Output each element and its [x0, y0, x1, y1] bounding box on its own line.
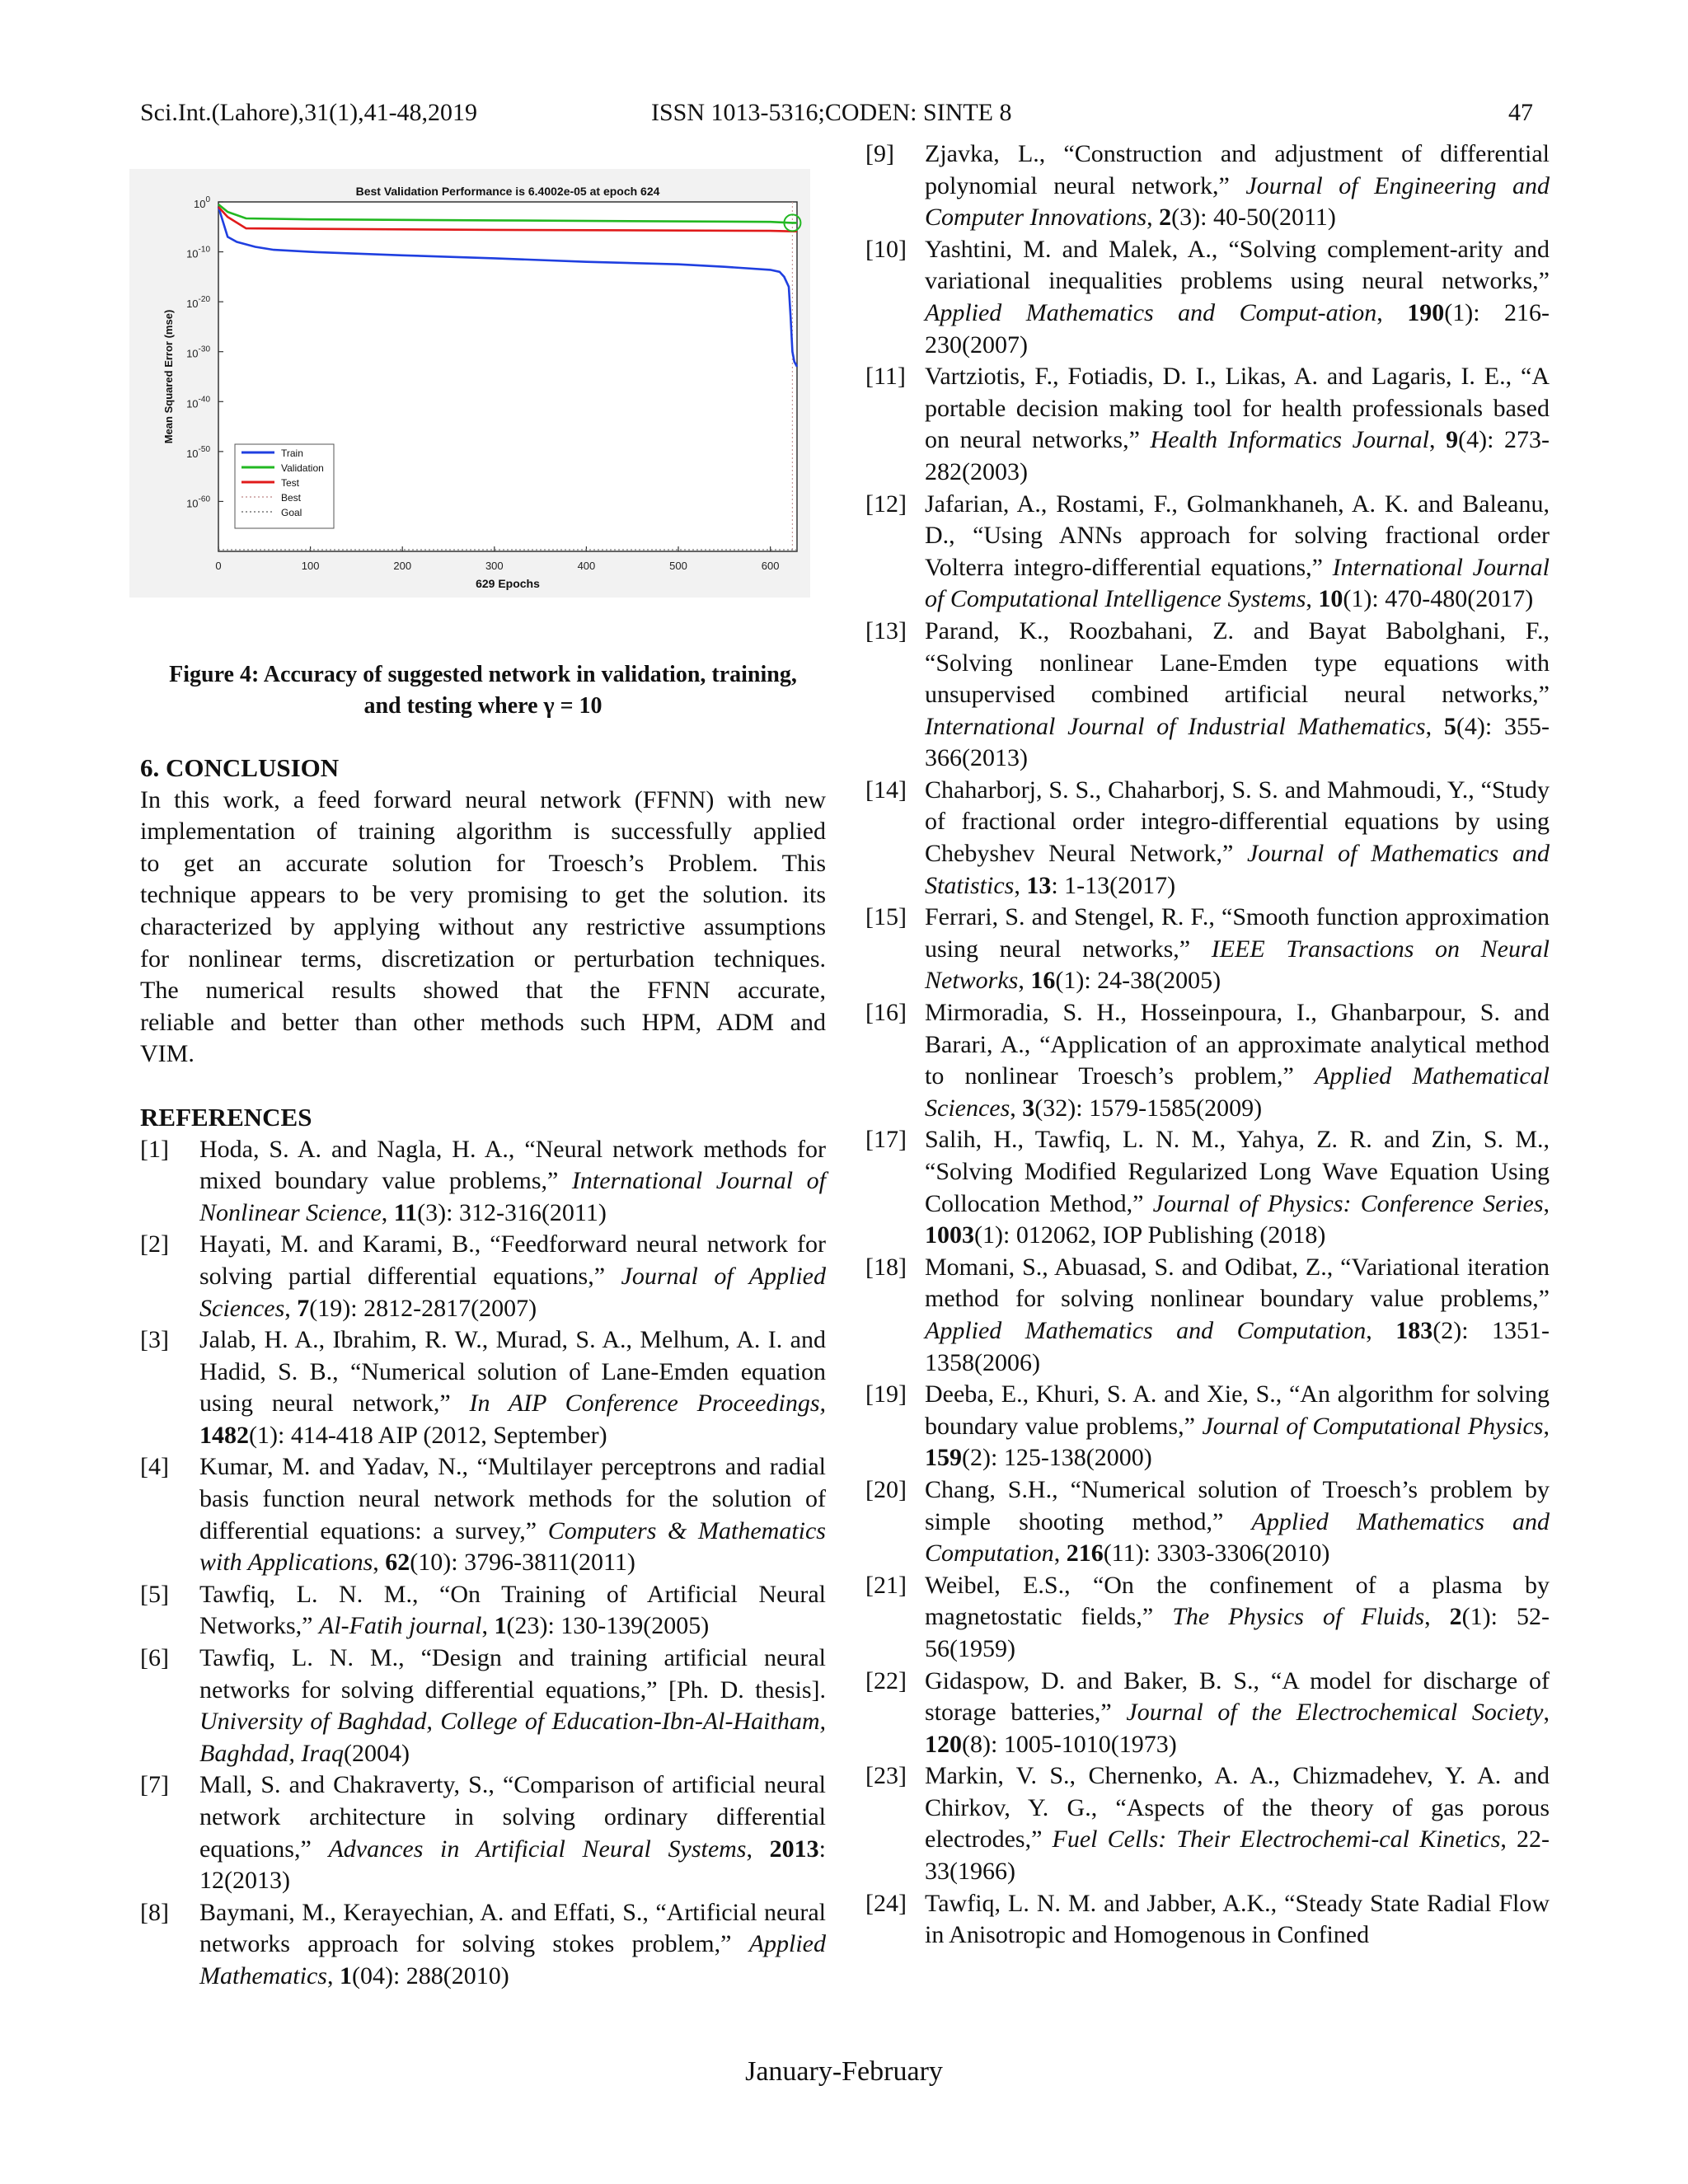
reference-number: [3]: [140, 1326, 169, 1354]
reference-text: [925, 997, 1550, 1124]
reference-number: [13]: [865, 616, 907, 644]
reference-source: Applied Mathematical Sciences: [925, 1062, 1550, 1122]
reference-segment: ,: [1018, 967, 1031, 995]
reference-source: Applied Mathematics and Computation: [925, 1316, 1367, 1344]
conclusion-line: characterized by applying without any restrictive assumptions: [140, 912, 826, 940]
reference-item: [865, 1666, 1550, 1761]
reference-number: [1]: [140, 1135, 169, 1163]
reference-text: [199, 1643, 826, 1769]
y-tick-label: $10^{-30}$: [186, 344, 210, 360]
reference-segment: ,: [481, 1612, 495, 1640]
x-tick-label: 0: [215, 560, 222, 572]
reference-number: [23]: [865, 1762, 907, 1790]
reference-volume: 3: [1022, 1094, 1035, 1122]
reference-segment: , 22-33(1966): [925, 1825, 1550, 1886]
reference-volume: 159: [925, 1444, 962, 1472]
reference-number: [15]: [865, 903, 907, 931]
reference-text: [925, 138, 1550, 234]
reference-segment: (10): 3796-3811(2011): [410, 1549, 635, 1577]
reference-segment: (32): 1579-1585(2009): [1034, 1094, 1263, 1122]
reference-item: [865, 1474, 1550, 1570]
reference-text: [925, 361, 1550, 488]
reference-segment: (2): 125-138(2000): [962, 1444, 1152, 1472]
reference-source: Al-Fatih journal: [318, 1612, 482, 1640]
reference-segment: (4): 273-282(2003): [925, 426, 1550, 485]
reference-text: [925, 1570, 1550, 1666]
reference-segment: (2): 1351-1358(2006): [925, 1316, 1550, 1376]
reference-number: [6]: [140, 1644, 169, 1672]
reference-segment: ,: [1053, 1540, 1067, 1568]
reference-item: [865, 1888, 1550, 1952]
reference-item: [865, 902, 1550, 997]
reference-segment: Parand, K., Roozbahani, Z. and Bayat Babolghani, F., “Solving nonlinear Lane-Emden type equations with unsupervised combined artificial neural networks,”: [925, 616, 1550, 709]
reference-source: Journal of Applied Sciences: [199, 1262, 826, 1322]
reference-number: [22]: [865, 1666, 907, 1694]
reference-segment: ,: [1429, 426, 1447, 454]
reference-segment: (1): 470-480(2017): [1343, 585, 1534, 613]
reference-number: [5]: [140, 1580, 169, 1608]
reference-source: Journal of Engineering and Computer Innovations: [925, 171, 1550, 232]
reference-text: [925, 1124, 1550, 1251]
figure-caption: [140, 659, 826, 722]
reference-volume: 183: [1395, 1316, 1433, 1344]
reference-volume: 16: [1030, 967, 1056, 995]
reference-segment: Tawfiq, L. N. M., “Design and training artificial neural networks for solving differential equations,” [Ph. D. thesis].: [199, 1644, 826, 1704]
reference-number: [12]: [865, 490, 907, 518]
reference-segment: ,: [326, 1961, 340, 1990]
reference-segment: Markin, V. S., Chernenko, A. A., Chizmadehev, Y. A. and Chirkov, Y. G., “Aspects of the theory of gas porous electrodes,”: [925, 1762, 1550, 1854]
reference-volume: 62: [385, 1549, 410, 1577]
reference-segment: ,: [1424, 1603, 1450, 1631]
reference-number: [18]: [865, 1253, 907, 1281]
reference-source: Computers & Mathematics with Applications: [199, 1516, 826, 1577]
reference-number: [14]: [865, 776, 907, 804]
conclusion-line: technique appears to be very promising to get the solution. its: [140, 881, 826, 909]
x-axis-label: 629 Epochs: [476, 577, 540, 590]
reference-number: [7]: [140, 1771, 169, 1799]
reference-segment: Vartziotis, F., Fotiadis, D. I., Likas, A. and Lagaris, I. E., “A portable decision making tool for health professionals based on neural networks,”: [925, 363, 1550, 454]
reference-source: Journal of Physics: Conference Series: [1152, 1189, 1544, 1217]
reference-source: Journal of the Electrochemical Society: [1126, 1699, 1544, 1727]
reference-volume: 1: [339, 1961, 352, 1990]
reference-number: [9]: [865, 140, 894, 167]
reference-item: [140, 1229, 826, 1324]
reference-item: [865, 1252, 1550, 1379]
reference-source: Applied Mathematics: [199, 1930, 826, 1990]
reference-text: [199, 1769, 826, 1896]
conclusion-line: VIM.: [140, 1040, 195, 1068]
reference-segment: Salih, H., Tawfiq, L. N. M., Yahya, Z. R. and Zin, S. M., “Solving Modified Regularized Long Wave Equation Using Collocation Method,”: [925, 1126, 1550, 1217]
reference-segment: (1): 216-230(2007): [925, 298, 1550, 359]
footer-issue-months: January-February: [745, 2056, 943, 2087]
reference-segment: Gidaspow, D. and Baker, B. S., “A model for discharge of storage batteries,”: [925, 1666, 1550, 1727]
reference-number: [24]: [865, 1889, 907, 1917]
reference-segment: (1): 414-418 AIP (2012, September): [249, 1421, 607, 1449]
reference-text: [925, 234, 1550, 361]
y-tick-label: $10^{-50}$: [186, 444, 210, 460]
running-header-page-number: 47: [1508, 99, 1533, 126]
reference-segment: ,: [1366, 1316, 1396, 1344]
y-tick-label: $10^{-40}$: [186, 395, 210, 410]
reference-source: In AIP Conference Proceedings,: [469, 1390, 826, 1418]
reference-volume: 1003: [925, 1221, 974, 1249]
reference-volume: 5: [1443, 712, 1456, 740]
reference-source: International Journal of Industrial Mathematics: [925, 712, 1426, 740]
reference-text: [199, 1324, 826, 1451]
reference-segment: ,: [746, 1835, 770, 1863]
reference-volume: 2: [1449, 1603, 1462, 1631]
y-tick-label: $10^0$: [193, 195, 210, 210]
reference-source: IEEE Transactions on Neural Networks: [925, 935, 1550, 995]
reference-segment: Tawfiq, L. N. M., “On Training of Artificial Neural Networks,”: [199, 1580, 826, 1640]
reference-source: Applied Mathematics and Comput-ation: [925, 298, 1377, 326]
reference-item: [140, 1897, 826, 1993]
references-list-left: [140, 1134, 826, 1993]
reference-segment: Mirmoradia, S. H., Hosseinpoura, I., Ghanbarpour, S. and Barari, A., “Application of an approximate analytical method to nonlinear Troesch’s problem,”: [925, 999, 1550, 1090]
reference-volume: 2013: [769, 1835, 819, 1863]
reference-item: [140, 1324, 826, 1451]
reference-volume: 2: [1159, 204, 1172, 232]
reference-segment: Jafarian, A., Rostami, F., Golmankhaneh, A. K. and Baleanu, D., “Using ANNs approach for solving fractional order Volterra integro-differential equations,”: [925, 490, 1550, 581]
reference-number: [17]: [865, 1126, 907, 1154]
x-tick-label: 100: [301, 560, 320, 572]
reference-source: Advances in Artificial Neural Systems: [328, 1835, 747, 1863]
reference-segment: : 12(2013): [199, 1835, 826, 1895]
conclusion-heading: 6. CONCLUSION: [140, 753, 340, 782]
reference-segment: Kumar, M. and Yadav, N., “Multilayer perceptrons and radial basis function neural network methods for the solution of differential equations: a survey,”: [199, 1453, 826, 1544]
reference-segment: Zjavka, L., “Construction and adjustment of differential polynomial neural network,”: [925, 140, 1550, 199]
reference-segment: ,: [1306, 585, 1319, 613]
reference-text: [925, 1379, 1550, 1474]
reference-item: [865, 1760, 1550, 1887]
reference-segment: ,: [1014, 871, 1027, 899]
reference-item: [865, 616, 1550, 775]
reference-segment: (1): 24-38(2005): [1055, 967, 1221, 995]
reference-segment: : 1-13(2017): [1051, 871, 1176, 899]
reference-source: University of Baghdad, College of Education-Ibn-Al-Haitham, Baghdad, Iraq: [199, 1708, 826, 1767]
x-tick-label: 400: [577, 560, 596, 572]
reference-text: [925, 902, 1550, 997]
reference-segment: Hayati, M. and Karami, B., “Feedforward neural network for solving partial differential equations,”: [199, 1230, 826, 1290]
reference-text: [199, 1451, 826, 1578]
reference-segment: Yashtini, M. and Malek, A., “Solving complement-arity and variational inequalities problems using neural networks,”: [925, 235, 1550, 295]
y-tick-label: $10^{-10}$: [186, 245, 210, 260]
reference-source: International Journal of Computational Intelligence Systems: [925, 553, 1550, 613]
x-tick-label: 500: [669, 560, 687, 572]
reference-text: [199, 1897, 826, 1993]
reference-item: [140, 1579, 826, 1643]
y-tick-label: $10^{-60}$: [186, 494, 210, 510]
reference-segment: ,: [1425, 712, 1444, 740]
reference-item: [865, 1124, 1550, 1251]
left-column: [140, 752, 826, 1993]
reference-segment: Tawfiq, L. N. M. and Jabber, A.K., “Steady State Radial Flow in Anisotropic and Homogenous in Confined: [925, 1889, 1550, 1949]
references-heading: REFERENCES: [140, 1102, 312, 1132]
x-tick-label: 600: [761, 560, 780, 572]
reference-segment: ,: [284, 1294, 298, 1322]
figure-caption-line-1: Figure 4: Accuracy of suggested network in validation, training,: [169, 662, 797, 687]
reference-number: [10]: [865, 235, 907, 263]
legend-label: Goal: [281, 507, 302, 518]
performance-chart-svg: [129, 169, 810, 598]
reference-number: [11]: [865, 363, 906, 391]
reference-segment: ,: [1543, 1699, 1550, 1727]
reference-segment: Weibel, E.S., “On the confinement of a plasma by magnetostatic fields,”: [925, 1571, 1550, 1631]
reference-source: International Journal of Nonlinear Science: [199, 1167, 826, 1226]
reference-segment: (4): 355-366(2013): [925, 712, 1550, 772]
legend-label: Test: [281, 477, 300, 489]
reference-volume: 1: [494, 1612, 507, 1640]
reference-volume: 190: [1407, 298, 1445, 326]
reference-segment: Hoda, S. A. and Nagla, H. A., “Neural network methods for mixed boundary value problems,”: [199, 1135, 826, 1195]
references-list-right: [865, 138, 1550, 1952]
reference-volume: 1482: [199, 1421, 249, 1449]
reference-text: [925, 1888, 1550, 1952]
figure-4-chart: [129, 169, 810, 598]
reference-volume: 11: [393, 1198, 418, 1226]
reference-source: Health Informatics Journal: [1150, 426, 1429, 454]
reference-text: [925, 1474, 1550, 1570]
reference-volume: 216: [1066, 1540, 1104, 1568]
reference-segment: ,: [373, 1549, 386, 1577]
reference-item: [865, 234, 1550, 361]
reference-text: [925, 1666, 1550, 1761]
reference-text: [199, 1134, 826, 1230]
reference-item: [140, 1134, 826, 1230]
reference-source: Journal of Computational Physics: [1202, 1412, 1544, 1440]
reference-text: [199, 1229, 826, 1324]
reference-text: [925, 775, 1550, 902]
reference-number: [20]: [865, 1475, 907, 1503]
figure-caption-line-2: and testing where γ = 10: [363, 693, 603, 719]
reference-item: [865, 997, 1550, 1124]
reference-item: [865, 489, 1550, 616]
reference-item: [140, 1451, 826, 1578]
reference-number: [21]: [865, 1571, 907, 1599]
reference-segment: Chang, S.H., “Numerical solution of Troesch’s problem by simple shooting method,”: [925, 1475, 1550, 1535]
reference-segment: (1): 52-56(1959): [925, 1603, 1550, 1662]
reference-segment: Momani, S., Abuasad, S. and Odibat, Z., “Variational iteration method for solving nonlinear boundary value problems,”: [925, 1253, 1550, 1313]
running-header-journal: Sci.Int.(Lahore),31(1),41-48,2019: [140, 99, 478, 126]
reference-text: [925, 1252, 1550, 1379]
reference-text: [925, 1760, 1550, 1887]
reference-item: [865, 1379, 1550, 1474]
reference-number: [8]: [140, 1898, 169, 1926]
reference-text: [199, 1579, 826, 1643]
reference-segment: Jalab, H. A., Ibrahim, R. W., Murad, S. A., Melhum, A. I. and Hadid, S. B., “Numerical solution of Lane-Emden equation using neural network,”: [199, 1326, 826, 1418]
y-tick-label: $10^{-20}$: [186, 295, 210, 311]
reference-segment: (3): 312-316(2011): [417, 1198, 607, 1226]
reference-number: [4]: [140, 1453, 169, 1481]
reference-segment: Chaharborj, S. S., Chaharborj, S. S. and Mahmoudi, Y., “Study of fractional order integro-differential equations by using Chebyshev Neural Network,”: [925, 776, 1550, 868]
x-tick-label: 200: [393, 560, 412, 572]
reference-segment: (23): 130-139(2005): [506, 1612, 710, 1640]
conclusion-line: to get an accurate solution for Troesch’s Problem. This: [140, 849, 826, 877]
conclusion-line: for nonlinear terms, discretization or perturbation techniques.: [140, 944, 826, 972]
reference-number: [19]: [865, 1380, 907, 1408]
reference-source: Journal of Mathematics and Statistics: [925, 840, 1550, 899]
reference-segment: Baymani, M., Kerayechian, A. and Effati, S., “Artificial neural networks approach for solving stokes problem,”: [199, 1898, 826, 1958]
conclusion-line: The numerical results showed that the FFNN accurate,: [140, 977, 826, 1005]
reference-volume: 13: [1026, 871, 1052, 899]
reference-segment: Mall, S. and Chakraverty, S., “Comparison of artificial neural network architecture in solving ordinary differential equations,”: [199, 1771, 826, 1863]
reference-volume: 9: [1446, 426, 1459, 454]
reference-volume: 10: [1318, 585, 1343, 613]
reference-source: The Physics of Fluids: [1172, 1603, 1425, 1631]
reference-volume: 120: [925, 1730, 962, 1758]
reference-segment: ,: [1376, 298, 1408, 326]
reference-segment: (11): 3303-3306(2010): [1103, 1540, 1330, 1568]
chart-title: Best Validation Performance is 6.4002e-05 at epoch 624: [355, 185, 660, 198]
reference-volume: 7: [297, 1294, 310, 1322]
reference-number: [16]: [865, 999, 907, 1027]
reference-source: Fuel Cells: Their Electrochemi-cal Kinetics: [1052, 1825, 1501, 1854]
reference-segment: ,: [1543, 1189, 1550, 1217]
conclusion-line: reliable and better than other methods such HPM, ADM and: [140, 1008, 826, 1036]
legend-label: Best: [281, 492, 302, 504]
y-axis-label: Mean Squared Error (mse): [162, 309, 175, 444]
reference-item: [865, 1570, 1550, 1666]
reference-segment: (2004): [344, 1739, 410, 1767]
reference-segment: (8): 1005-1010(1973): [962, 1730, 1177, 1758]
x-tick-label: 300: [485, 560, 504, 572]
legend-label: Train: [281, 448, 303, 459]
legend-label: Validation: [281, 462, 324, 474]
conclusion-line: In this work, a feed forward neural network (FFNN) with new: [140, 785, 826, 813]
reference-segment: Deeba, E., Khuri, S. A. and Xie, S., “An algorithm for solving boundary value problems,”: [925, 1380, 1550, 1440]
running-header-issn: ISSN 1013-5316;CODEN: SINTE 8: [651, 99, 1012, 126]
reference-segment: (19): 2812-2817(2007): [309, 1294, 537, 1322]
reference-segment: (04): 288(2010): [351, 1961, 509, 1990]
reference-item: [865, 361, 1550, 488]
reference-segment: ,: [1146, 204, 1160, 232]
reference-item: [865, 775, 1550, 902]
reference-segment: ,: [1010, 1094, 1023, 1122]
reference-segment: Ferrari, S. and Stengel, R. F., “Smooth function approximation using neural networks,”: [925, 903, 1550, 963]
reference-segment: (1): 012062, IOP Publishing (2018): [974, 1221, 1326, 1249]
reference-text: [925, 616, 1550, 775]
conclusion-paragraph: [140, 785, 826, 1071]
reference-segment: ,: [381, 1198, 394, 1226]
reference-number: [2]: [140, 1230, 169, 1258]
reference-source: Applied Mathematics and Computation: [925, 1507, 1550, 1568]
reference-item: [865, 138, 1550, 234]
reference-item: [140, 1643, 826, 1769]
reference-segment: ,: [1543, 1412, 1550, 1440]
reference-text: [925, 489, 1550, 616]
reference-segment: (3): 40-50(2011): [1171, 204, 1336, 232]
reference-item: [140, 1769, 826, 1896]
conclusion-line: implementation of training algorithm is successfully applied: [140, 818, 826, 846]
